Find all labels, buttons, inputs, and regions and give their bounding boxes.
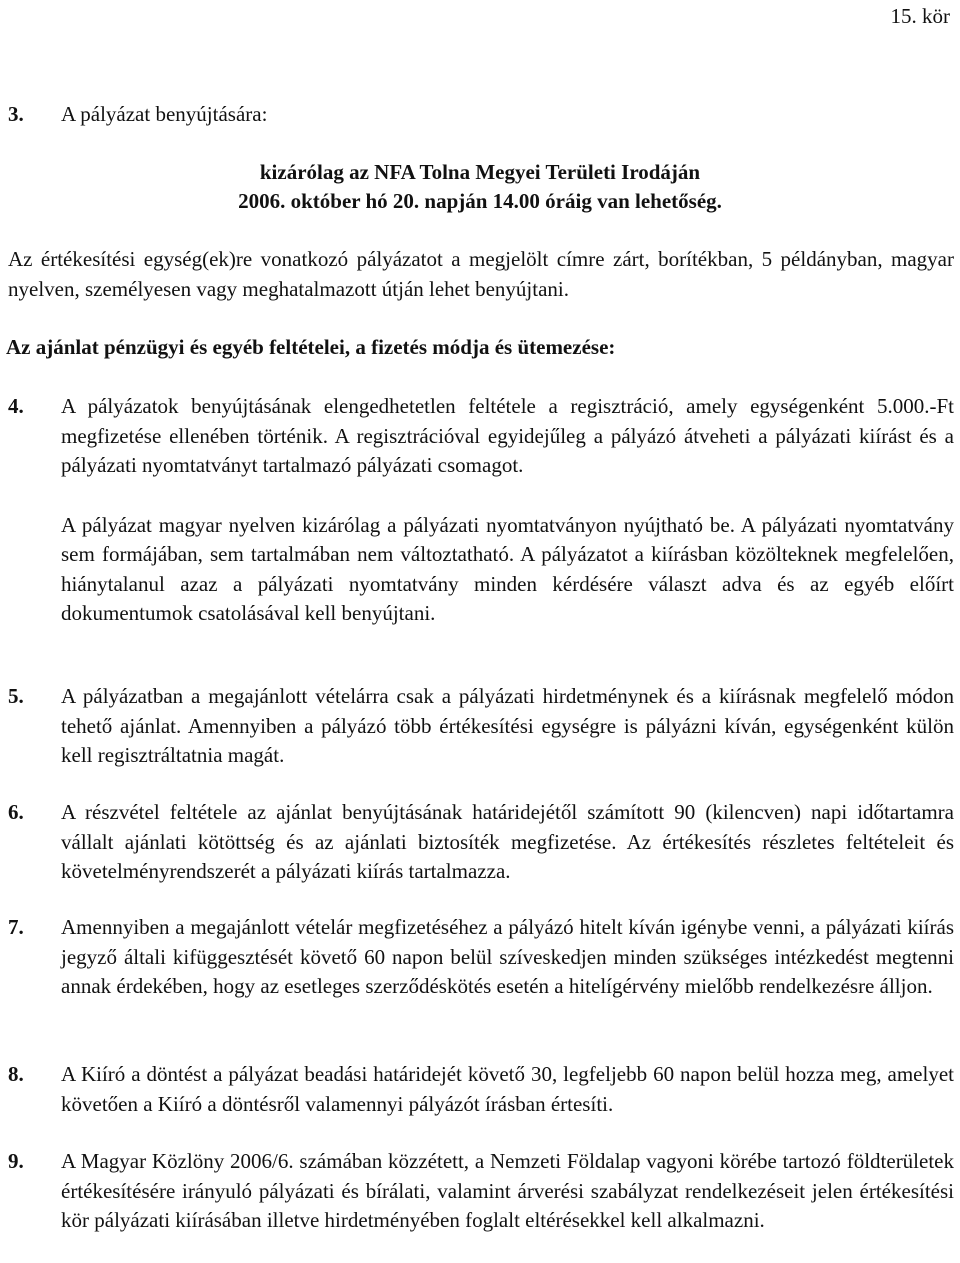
section-title: A pályázat benyújtására:: [61, 102, 268, 126]
item-paragraph: Amennyiben a megajánlott vételár megfizetéséhez a pályázó hitelt kíván igénybe venni, a pályázati kiírás jegyző általi kifüggesztését követő 60 napon belül szíveskedjen minden szükséges intézkedést megtenni annak érdekében, hogy az esetleges szerződéskötés esetén a hitelígérvény mielőbb rendelkezésre álljon.: [61, 915, 954, 998]
item-5: [8, 682, 954, 771]
item-paragraph-2: A pályázat magyar nyelven kizárólag a pályázati nyomtatványon nyújtható be. A pályázati nyomtatvány sem formájában, sem tartalmában nem változtatható. A pályázatot a kiírásban közölteknek megfelelően, hiánytalanul azaz a pályázati nyomtatvány minden kérdésére választ adva és az egyéb előírt dokumentumok csatolásával kell benyújtani.: [61, 512, 954, 625]
item-number: 6.: [8, 800, 24, 824]
item-paragraph: A Kiíró a döntést a pályázat beadási határidejét követő 30, legfeljebb 60 napon belül hozza meg, amelyet követően a Kiíró a döntésről valamennyi pályázót írásban értesíti.: [61, 1062, 954, 1116]
section-3: [8, 100, 954, 130]
submission-location: kizárólag az NFA Tolna Megyei Területi Irodáján: [259, 160, 701, 184]
item-paragraph: A pályázatok benyújtásának elengedhetetlen feltétele a regisztráció, amely egységenként 5.000.-Ft megfizetése ellenében történik. A regisztrációval egyidejűleg a pályázó átveheti a pályázati kiírást és a pályázati nyomtatványt tartalmazó pályázati csomagot.: [61, 394, 954, 477]
submission-deadline: 2006. október hó 20. napján 14.00 óráig van lehetőség.: [238, 189, 722, 213]
section-heading: Az ajánlat pénzügyi és egyéb feltételei, a fizetés módja és ütemezése:: [6, 335, 616, 359]
item-paragraph: A pályázatban a megajánlott vételárra csak a pályázati hirdetménynek és a kiírásnak megfelelő módon tehető ajánlat. Amennyiben a pályázó több értékesítési egységre is pályázni kíván, egységenként külön kell regisztráltatnia magát.: [61, 684, 954, 767]
item-9: [8, 1147, 954, 1236]
item-7: [8, 913, 954, 1002]
submission-paragraph: [8, 245, 954, 304]
item-number: 9.: [8, 1149, 24, 1173]
item-number: 4.: [8, 394, 24, 418]
item-number: 5.: [8, 684, 24, 708]
section-number: 3.: [8, 102, 24, 126]
page-header-label: 15. kör: [890, 4, 950, 28]
item-number: 7.: [8, 915, 24, 939]
item-6: [8, 798, 954, 887]
item-8: [8, 1060, 954, 1119]
item-paragraph: A részvétel feltétele az ajánlat benyújtásának határidejétől számított 90 (kilencven) napi időtartamra vállalt ajánlati kötöttség és az ajánlati biztosíték megfizetése. Az értékesítés részletes feltételeit és követelményrendszerét a pályázati kiírás tartalmazza.: [61, 800, 954, 883]
item-paragraph: A Magyar Közlöny 2006/6. számában közzétett, a Nemzeti Földalap vagyoni körébe tartozó földterületek értékesítésére irányuló pályázati és bírálati, valamint árverési szabályzat rendelkezéseit jelen értékesítési kör pályázati kiírásában illetve hirdetményében foglalt eltérésekkel kell alkalmazni.: [61, 1149, 954, 1232]
paragraph-text: Az értékesítési egység(ek)re vonatkozó pályázatot a megjelölt címre zárt, borítékban, 5 példányban, magyar nyelven, személyesen vagy meghatalmazott útján lehet benyújtani.: [8, 247, 954, 301]
item-4: [8, 392, 954, 629]
item-number: 8.: [8, 1062, 24, 1086]
